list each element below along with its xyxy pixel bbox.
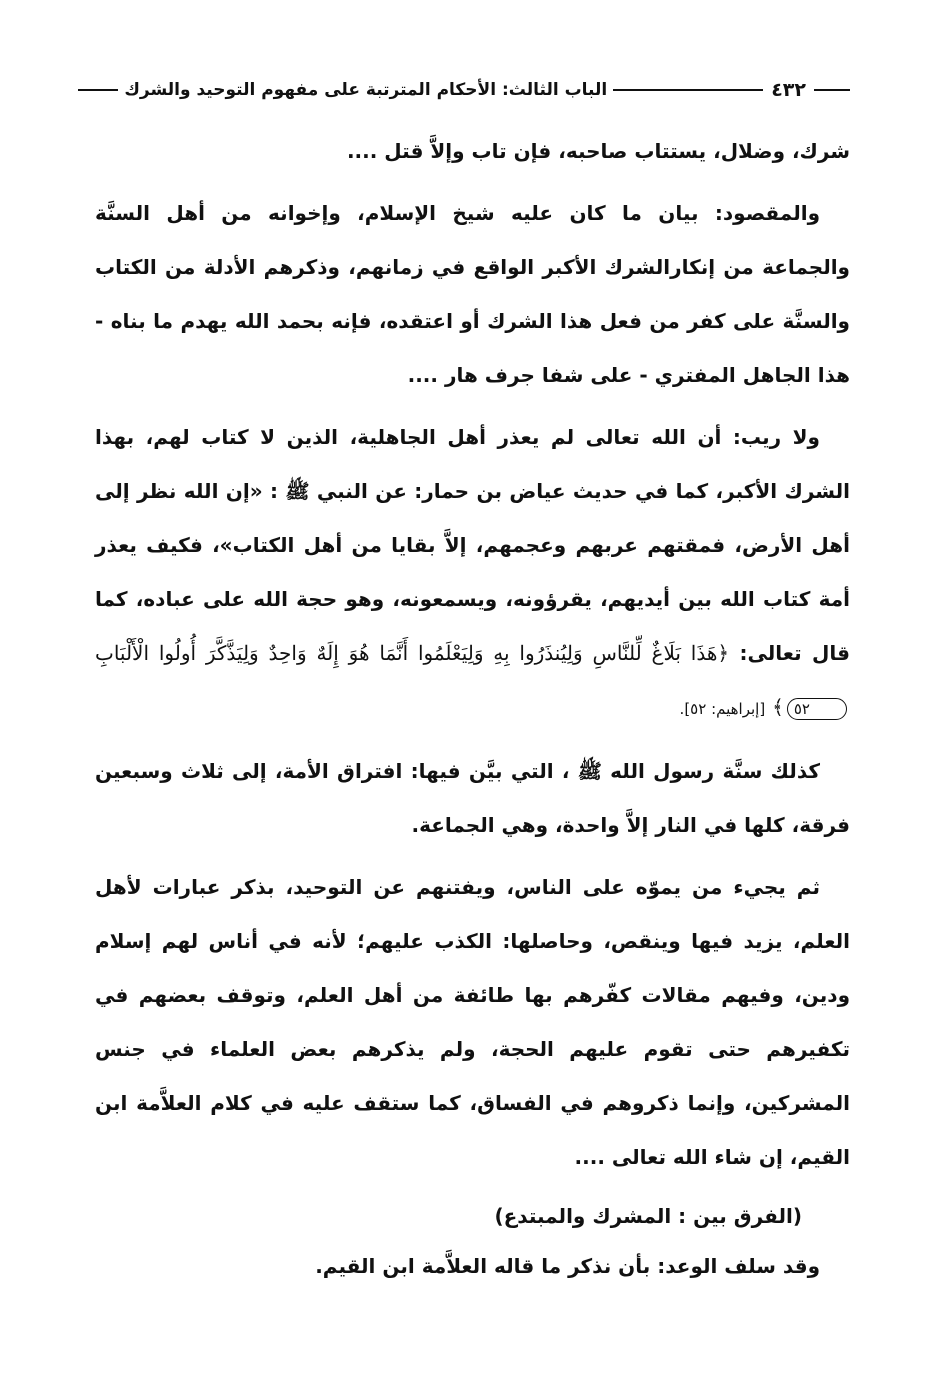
verse-source: [إبراهيم: ٥٢]. [679,700,766,718]
quran-verse-close: ﴾ [772,695,784,719]
ayah-number-marker: ٥٢ [787,698,847,720]
running-header [95,70,850,110]
header-title-group [78,80,613,100]
paragraph-4: كذلك سنَّة رسول الله ﷺ ، التي بيَّن فيها: افتراق الأمة، إلى ثلاث وسبعين فرقة، كلها في النار إلاَّ واحدة، وهي الجماعة. [95,759,850,837]
paragraph-2: والمقصود: بيان ما كان عليه شيخ الإسلام، وإخوانه من أهل السنَّة والجماعة من إنكارالشرك الأكبر الواقع في زمانهم، وذكرهم الأدلة من الكتاب والسنَّة على كفر من فعل هذا الشرك أو اعتقده، فإنه بحمد الله يهدم ما بناه - هذا الجاهل المفتري - على شفا جرف هار .... [95,201,850,387]
header-rule-left [814,89,850,91]
quran-verse: ﴿هَذَا بَلَاغٌ لِّلنَّاسِ وَلِيُنذَرُوا بِهِ وَلِيَعْلَمُوا أَنَّمَا هُوَ إِلَهٌ وَاحِدٌ وَلِيَذَّكَّرَ أُولُوا الْأَلْبَابِ [95,641,730,665]
header-rule-middle [613,89,763,91]
section-heading: (الفرق بين : المشرك والمبتدع) [494,1204,802,1228]
closing-line: وقد سلف الوعد: بأن نذكر ما قاله العلاَّمة ابن القيم. [315,1254,820,1278]
header-page-number-group [613,79,850,101]
book-page [95,70,850,1292]
header-rule-right [78,89,118,91]
paragraph-1: شرك، وضلال، يستتاب صاحبه، فإن تاب وإلاَّ قتل .... [346,139,850,163]
paragraph-3-text: ولا ريب: أن الله تعالى لم يعذر أهل الجاهلية، الذين لا كتاب لهم، بهذا الشرك الأكبر، كما في حديث عياض بن حمار: عن النبي ﷺ : «إن الله نظر إلى أهل الأرض، فمقتهم عربهم وعجمهم، إلاَّ بقايا من أهل الكتاب»، فكيف يعذر أمة كتاب الله بين أيديهم، يقرؤونه، ويسمعونه، وهو حجة الله على عباده، كما قال تعالى: [95,425,851,665]
body-text [95,124,850,1292]
page-number: ٤٣٢ [771,79,806,101]
paragraph-3 [95,410,850,736]
paragraph-5: ثم يجيء من يموّه على الناس، ويفتنهم عن التوحيد، بذكر عبارات لأهل العلم، يزيد فيها وينقص، وحاصلها: الكذب عليهم؛ لأنه في أناس لهم إسلام ودين، وفيهم مقالات كفّرهم بها طائفة من أهل العلم، وتوقف بعضهم في تكفيرهم حتى تقوم عليهم الحجة، ولم يذكرهم بعض العلماء في جنس المشركين، وإنما ذكروهم في الفساق، كما ستقف عليه في كلام العلاَّمة ابن القيم، إن شاء الله تعالى .... [95,875,850,1169]
chapter-title: الباب الثالث: الأحكام المترتبة على مفهوم التوحيد والشرك [124,80,608,100]
